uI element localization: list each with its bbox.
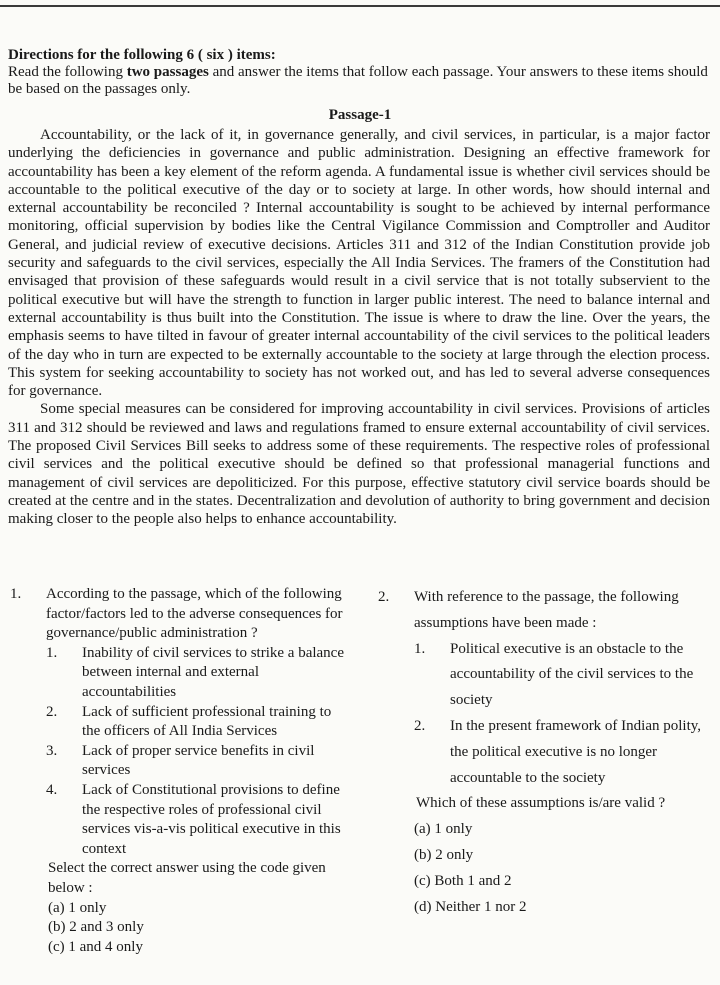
directions-text-rest: and answer the items that follow each passage. Your answers to these items should be based on the passages only.: [8, 64, 708, 97]
statement: [414, 637, 713, 714]
question-2: [378, 585, 713, 920]
answer-option-a[interactable]: (a) 1 only: [414, 821, 473, 838]
directions-text: Read the following: [8, 64, 127, 80]
statement-number: 2.: [46, 703, 58, 720]
answer-instruction: Select the correct answer using the code given below :: [48, 860, 326, 896]
directions-instructions: [8, 64, 710, 98]
question-number: 2.: [378, 589, 390, 605]
answer-option-b[interactable]: (b) 2 only: [414, 846, 474, 863]
statement: [414, 714, 713, 791]
statement-number: 2.: [414, 717, 426, 734]
statement: [46, 703, 350, 742]
statement-number: 1.: [46, 644, 58, 661]
statement-text: Political executive is an obstacle to the accountability of the civil services to the society: [450, 640, 694, 709]
statement-number: 4.: [46, 781, 58, 798]
statement-number: 3.: [46, 742, 58, 759]
answer-option-c[interactable]: (c) 1 and 4 only: [48, 938, 143, 955]
question-stem: According to the passage, which of the following factor/factors led to the adverse consequences for governance/public administration ?: [46, 586, 343, 642]
statement-text: In the present framework of Indian polity, the political executive is no longer accountable to the society: [450, 717, 702, 786]
passage-paragraph: Accountability, or the lack of it, in governance generally, and civil services, in particular, is a major factor underlying the deficiencies in governance and public administration. Designing an effective framework for accountability has been a key element of the reform agenda. A fundamental issue is whether civil services should be accountable to the political executive of the day or to society at large. In other words, how should internal and external accountability be reconciled ? Internal accountability is sought to be achieved by internal performance monitoring, official supervision by bodies like the Central Vigilance Commission and Comptroller and Auditor General, and judicial review of executive decisions. Articles 311 and 312 of the Indian Constitution provide job security and safeguards to the civil services, especially the All India Services. The framers of the Constitution had envisaged that provision of these safeguards would result in a civil service that is not totally subservient to the political executive but will have the strength to function in larger public interest. The need to balance internal and external accountability is thus built into the Constitution. The issue is where to draw the line. Over the years, the emphasis seems to have tilted in favour of greater internal accountability of the civil services to the political leaders of the day who in turn are expected to be externally accountable to the society at large through the election process. This system for seeking accountability to society has not worked out, and has led to several adverse consequences for governance.: [8, 127, 710, 400]
question-stem: With reference to the passage, the following assumptions have been made :: [414, 589, 679, 631]
statement-text: Inability of civil services to strike a balance between internal and external accountabilities: [82, 644, 344, 700]
answer-option-b[interactable]: (b) 2 and 3 only: [48, 919, 144, 936]
directions: [8, 47, 710, 98]
statement: [46, 742, 350, 781]
answer-option-a[interactable]: (a) 1 only: [48, 899, 107, 916]
top-rule: [0, 5, 720, 7]
statement-text: Lack of Constitutional provisions to define the respective roles of professional civil services vis-a-vis political executive in this context: [82, 781, 341, 857]
passage-title: Passage-1: [328, 107, 392, 123]
statement-text: Lack of sufficient professional training to the officers of All India Services: [82, 703, 332, 740]
answer-instruction: Which of these assumptions is/are valid ?: [416, 795, 666, 812]
directions-heading: Directions for the following 6 ( six ) items:: [8, 47, 276, 63]
passage-body: [8, 126, 710, 529]
answer-option-d[interactable]: (d) Neither 1 nor 2: [414, 898, 527, 915]
statement: [46, 781, 350, 859]
statement-number: 1.: [414, 640, 426, 657]
directions-emphasis: two passages: [126, 64, 209, 80]
passage-paragraph: Some special measures can be considered for improving accountability in civil services. Provisions of articles 311 and 312 should be reviewed and laws and regulations framed to ensure external accountability of civil services. The proposed Civil Services Bill seeks to address some of these requirements. The respective roles of professional civil services and the political executive should be defined so that professional managerial functions and management of civil services are depoliticized. For this purpose, effective statutory civil service boards should be created at the centre and in the states. Decentralization and devolution of authority to bring government and decision making closer to the people also helps to enhance accountability.: [8, 401, 710, 528]
answer-option-c[interactable]: (c) Both 1 and 2: [414, 872, 512, 889]
statement: [46, 644, 350, 703]
question-number: 1.: [10, 586, 22, 602]
statement-text: Lack of proper service benefits in civil services: [82, 742, 315, 779]
question-1: [10, 585, 350, 957]
